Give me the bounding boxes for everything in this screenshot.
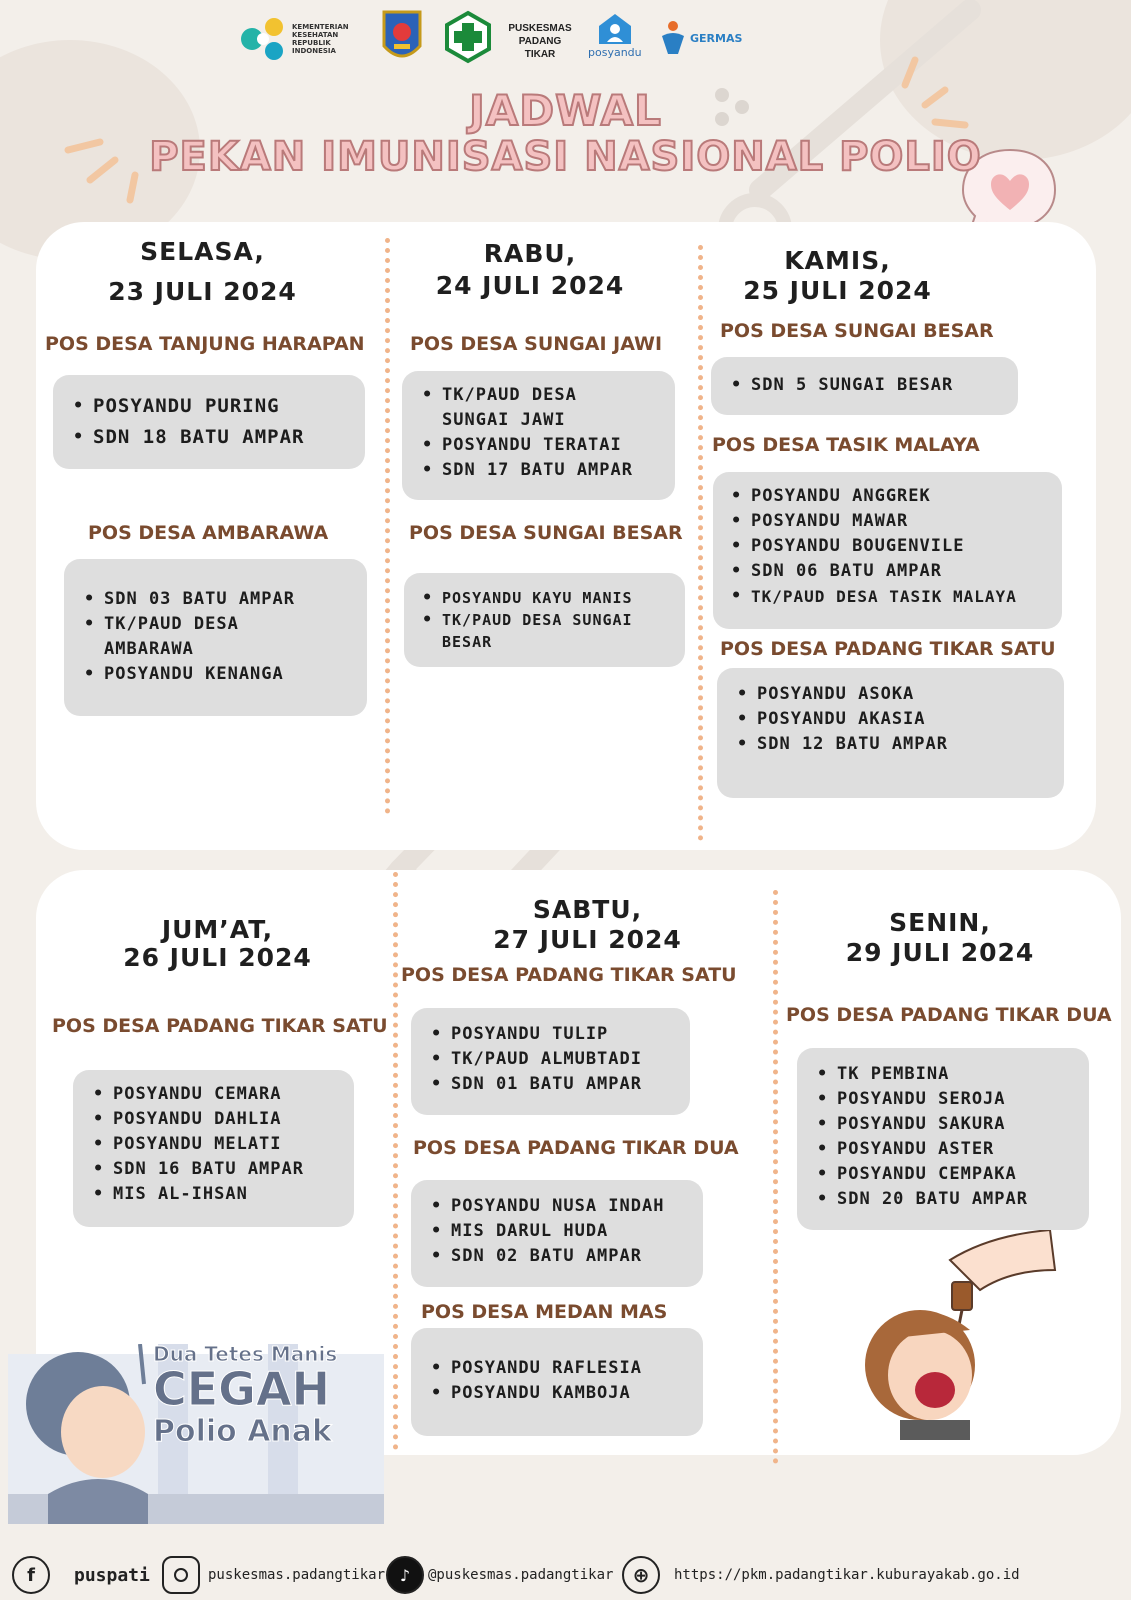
- posyandu-icon: [597, 12, 633, 46]
- day-date: 24 JULI 2024: [435, 271, 625, 300]
- list-item: • SDN 12 BATU AMPAR: [731, 732, 1054, 757]
- list-item: • POSYANDU AKASIA: [731, 707, 1054, 732]
- list-item: • SDN 20 BATU AMPAR: [811, 1187, 1081, 1212]
- list-item: • SDN 18 BATU AMPAR: [67, 422, 355, 453]
- pos-heading: POS DESA PADANG TIKAR SATU: [52, 1015, 388, 1037]
- list-item: • POSYANDU CEMARA: [87, 1082, 346, 1107]
- title-main: PEKAN IMUNISASI NASIONAL POLIO: [149, 134, 982, 180]
- list-item: • TK/PAUD DESA TASIK MALAYA: [725, 584, 1056, 609]
- item-box: [404, 573, 685, 667]
- footer-tiktok[interactable]: [386, 1556, 613, 1594]
- day-name: SABTU,: [532, 895, 643, 924]
- list-item: • POSYANDU MAWAR: [725, 509, 1056, 534]
- germas-logo-text: GERMAS: [690, 31, 743, 45]
- logo-row: [238, 8, 758, 72]
- pos-heading: POS DESA SUNGAI JAWI: [410, 333, 663, 355]
- item-box: [73, 1070, 354, 1227]
- instagram-icon: [162, 1556, 200, 1594]
- facebook-icon: f: [12, 1556, 50, 1594]
- list-item: • SDN 5 SUNGAI BESAR: [725, 373, 1008, 398]
- instagram-handle: puskesmas.padangtikar: [208, 1567, 386, 1583]
- posyandu-logo: [588, 12, 642, 59]
- divider-dotted: [698, 245, 703, 841]
- list-item: • SDN 02 BATU AMPAR: [425, 1244, 697, 1269]
- crest-icon: [380, 8, 424, 66]
- item-list: [731, 682, 1054, 757]
- day-name: SELASA,: [140, 237, 265, 266]
- website-url: https://pkm.padangtikar.kuburayakab.go.id: [674, 1567, 1020, 1583]
- list-item: • POSYANDU KAYU MANIS: [416, 587, 677, 609]
- item-box: [717, 668, 1064, 798]
- list-item: • SDN 03 BATU AMPAR: [78, 587, 357, 612]
- pos-heading: POS DESA SUNGAI BESAR: [409, 522, 683, 544]
- banner-tagline: Dua Tetes Manis: [153, 1342, 338, 1366]
- item-list: [725, 484, 1056, 609]
- day-name: KAMIS,: [784, 246, 891, 275]
- list-item: • SDN 16 BATU AMPAR: [87, 1157, 346, 1182]
- pos-heading: POS DESA SUNGAI BESAR: [720, 320, 994, 342]
- footer-instagram[interactable]: [162, 1556, 385, 1594]
- day-date: 29 JULI 2024: [845, 938, 1035, 967]
- tiktok-icon: ♪: [386, 1556, 424, 1594]
- list-item: • POSYANDU SEROJA: [811, 1087, 1081, 1112]
- list-item: • POSYANDU ASTER: [811, 1137, 1081, 1162]
- banner-polio-anak: Polio Anak: [153, 1414, 332, 1449]
- banner-cegah: CEGAH: [153, 1362, 331, 1416]
- list-item: • TK/PAUD DESA SUNGAI JAWI: [416, 383, 606, 433]
- list-item: • TK/PAUD DESA SUNGAI BESAR: [416, 609, 656, 653]
- item-box: [53, 375, 365, 469]
- pos-heading: POS DESA TASIK MALAYA: [712, 434, 980, 456]
- list-item: • POSYANDU PURING: [67, 391, 355, 422]
- list-item: • POSYANDU SAKURA: [811, 1112, 1081, 1137]
- pos-heading: POS DESA PADANG TIKAR DUA: [413, 1137, 739, 1159]
- item-list: [811, 1062, 1081, 1212]
- list-item: • POSYANDU BOUGENVILE: [725, 534, 1056, 559]
- item-list: [425, 1194, 697, 1269]
- list-item: • POSYANDU DAHLIA: [87, 1107, 346, 1132]
- item-box: [411, 1180, 703, 1287]
- germas-icon: [658, 18, 688, 58]
- list-item: • SDN 17 BATU AMPAR: [416, 458, 665, 483]
- kemenkes-logo: [238, 14, 352, 64]
- day-heading-kamis: [720, 246, 955, 306]
- cegah-polio-banner: [8, 1344, 384, 1524]
- puskesmas-icon: [443, 10, 493, 64]
- item-box: [402, 371, 675, 500]
- puskesmas-logo: [443, 10, 493, 64]
- day-heading-rabu: [415, 238, 645, 302]
- child-polio-drops-illustration: [860, 1230, 1060, 1440]
- day-name: RABU,: [483, 239, 577, 268]
- item-box: [411, 1328, 703, 1436]
- puskesmas-name: PUSKESMAS PADANG TIKAR: [508, 23, 572, 60]
- item-box: [64, 559, 367, 716]
- tiktok-handle: @puskesmas.padangtikar: [428, 1567, 614, 1583]
- day-heading-selasa: [90, 232, 315, 312]
- footer-facebook[interactable]: [12, 1556, 150, 1594]
- divider-dotted: [773, 890, 778, 1464]
- item-list: [416, 587, 677, 653]
- pos-heading: POS DESA PADANG TIKAR DUA: [786, 1004, 1112, 1026]
- item-list: [416, 383, 665, 483]
- list-item: • POSYANDU ASOKA: [731, 682, 1054, 707]
- list-item: • POSYANDU CEMPAKA: [811, 1162, 1081, 1187]
- kemenkes-logo-text: KEMENTERIAN KESEHATAN REPUBLIK INDONESIA: [292, 23, 349, 55]
- list-item: • POSYANDU KAMBOJA: [425, 1381, 695, 1406]
- day-name: JUM’AT,: [161, 915, 274, 944]
- footer-website[interactable]: [622, 1556, 1020, 1594]
- list-item: • POSYANDU NUSA INDAH: [425, 1194, 697, 1219]
- list-item: • TK/PAUD ALMUBTADI: [425, 1047, 682, 1072]
- item-box: [797, 1048, 1089, 1230]
- kabupaten-crest: [380, 8, 424, 66]
- day-heading-sabtu: [470, 895, 705, 955]
- kemenkes-icon: [238, 14, 288, 64]
- item-list: [725, 373, 1008, 398]
- title-jadwal: JADWAL: [469, 86, 662, 135]
- list-item: • POSYANDU ANGGREK: [725, 484, 1056, 509]
- item-box: [411, 1008, 690, 1115]
- posyandu-logo-text: posyandu: [588, 46, 642, 59]
- list-item: • POSYANDU KENANGA: [78, 662, 357, 687]
- pos-heading: POS DESA TANJUNG HARAPAN: [45, 333, 365, 355]
- list-item: • SDN 06 BATU AMPAR: [725, 559, 1056, 584]
- item-list: [425, 1022, 682, 1097]
- list-item: • TK/PAUD DESA AMBARAWA: [78, 612, 278, 662]
- pos-heading: POS DESA MEDAN MAS: [421, 1301, 668, 1323]
- item-list: [425, 1356, 695, 1406]
- day-date: 23 JULI 2024: [108, 277, 297, 306]
- list-item: • SDN 01 BATU AMPAR: [425, 1072, 682, 1097]
- item-box: [713, 472, 1062, 629]
- list-item: • POSYANDU RAFLESIA: [425, 1356, 695, 1381]
- divider-dotted: [393, 872, 398, 1450]
- list-item: • TK PEMBINA: [811, 1062, 1081, 1087]
- list-item: • MIS AL-IHSAN: [87, 1182, 346, 1207]
- day-name: SENIN,: [889, 908, 991, 937]
- list-item: • POSYANDU MELATI: [87, 1132, 346, 1157]
- day-date: 26 JULI 2024: [123, 943, 312, 972]
- facebook-handle: puspati: [74, 1564, 150, 1586]
- list-item: • POSYANDU TULIP: [425, 1022, 682, 1047]
- pos-heading: POS DESA PADANG TIKAR SATU: [720, 638, 1056, 660]
- item-list: [78, 587, 357, 687]
- germas-logo: [658, 18, 742, 58]
- list-item: • POSYANDU TERATAI: [416, 433, 665, 458]
- item-list: [87, 1082, 346, 1207]
- day-heading-jumat: [100, 916, 335, 972]
- item-box: [711, 357, 1018, 415]
- pos-heading: POS DESA PADANG TIKAR SATU: [401, 964, 737, 986]
- list-item: • MIS DARUL HUDA: [425, 1219, 697, 1244]
- day-date: 27 JULI 2024: [493, 925, 682, 954]
- item-list: [67, 391, 355, 453]
- footer: [12, 1556, 1122, 1596]
- globe-icon: ⊕: [622, 1556, 660, 1594]
- day-date: 25 JULI 2024: [743, 276, 932, 305]
- divider-dotted: [385, 238, 390, 814]
- day-heading-senin: [820, 908, 1060, 968]
- pos-heading: POS DESA AMBARAWA: [88, 522, 329, 544]
